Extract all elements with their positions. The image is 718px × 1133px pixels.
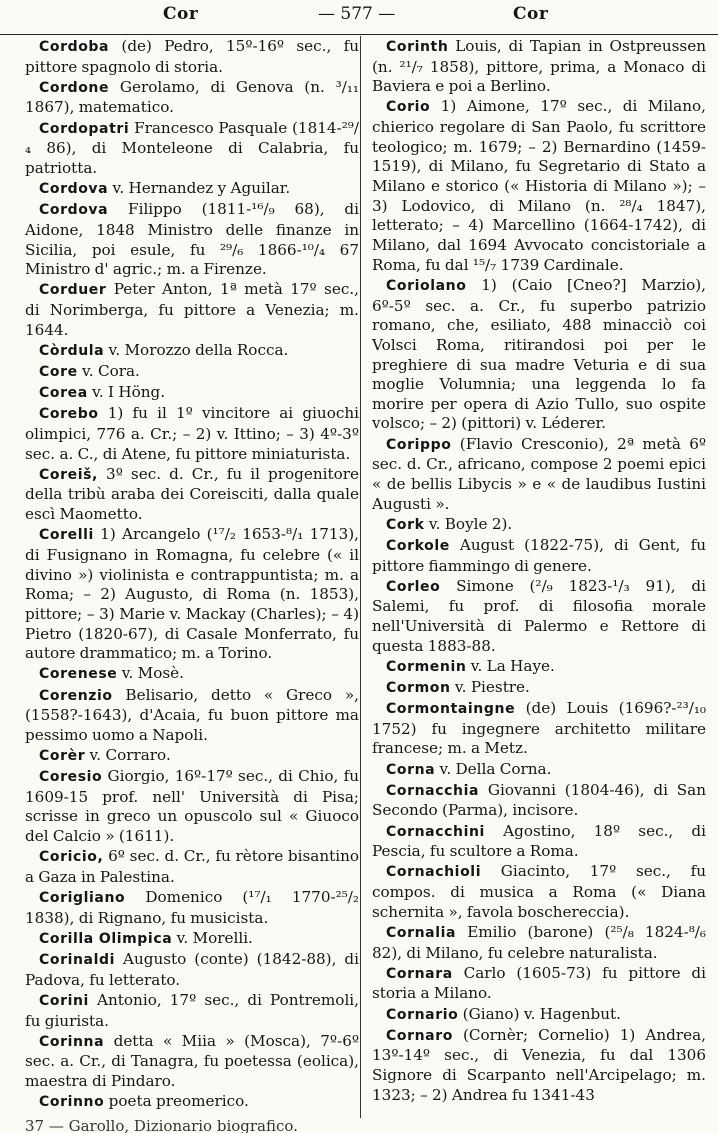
entry-headword: Corilla Olimpica <box>39 930 173 947</box>
dictionary-entry <box>25 929 359 950</box>
entry-headword: Corna <box>386 761 436 778</box>
entry-headword: Cordopatri <box>39 120 130 137</box>
entry-headword: Coriolano <box>386 277 467 294</box>
dictionary-entry <box>372 1005 706 1026</box>
entry-text: (de) Pedro, 15º-16º sec., fu pittore spagnolo di storia. <box>25 37 359 76</box>
entry-text: (de) Louis (1696?-²³/₁₀ 1752) fu ingegnere architetto militare francese; m. a Metz. <box>372 699 706 758</box>
dictionary-entry <box>25 362 359 383</box>
dictionary-entry <box>25 404 359 464</box>
dictionary-entry <box>372 964 706 1004</box>
dictionary-entry <box>372 657 706 678</box>
entry-text: v. Morozzo della Rocca. <box>104 340 289 359</box>
page-number: — 577 — <box>318 4 396 24</box>
entry-text: v. Hernandez y Aguilar. <box>108 179 291 198</box>
entry-headword: Corenese <box>39 666 118 683</box>
entry-text: Filippo (1811-¹⁶/₉ 68), di Aidone, 1848 Ministro delle finanze in Sicilia, poi esule, fu ²⁹/₆ 1866-¹⁰/₄ 67 Ministro d' agric.; m. a Firenze. <box>25 200 359 279</box>
entry-text: 6º sec. d. Cr., fu rètore bisantino a Gaza in Palestina. <box>25 847 359 886</box>
entry-text: v. Della Corna. <box>435 759 552 778</box>
entry-headword: Cornaro <box>386 1027 453 1044</box>
entry-text: v. Boyle 2). <box>424 514 513 533</box>
entry-headword: Core <box>39 364 78 380</box>
entry-text: (Cornèr; Cornelio) 1) Andrea, 13º-14º sec., di Venezia, fu dal 1306 Signore di Scarpanto nell'Arcipelago; m. 1323; – 2) Andrea fu 1341-43 <box>372 1025 706 1104</box>
entry-headword: Corini <box>39 992 89 1009</box>
entry-headword: Corigliano <box>39 890 126 907</box>
dictionary-entry <box>25 664 359 685</box>
entry-headword: Corenzio <box>39 687 113 704</box>
entry-headword: Cordone <box>39 79 110 96</box>
entry-headword: Cordova <box>39 181 109 198</box>
entry-headword: Cork <box>386 516 425 533</box>
entry-text: Carlo (1605-73) fu pittore di storia a Milano. <box>372 963 706 1003</box>
dictionary-entry <box>25 847 359 887</box>
entry-text: 1) (Caio [Cneo?] Marzio), 6º-5º sec. a. Cr., fu superbo patrizio romano, che, esiliato, 488 minacciò coi Volsci Roma, ritirandosi poi per le preghiere di sua madre Veturia e di sua moglie Volumnia; una leggenda lo fa morire per opera di Azio Tullo, suo ospite volsco; – 2) (pittori) v. Léderer. <box>372 275 706 433</box>
entry-headword: Cornacchia <box>386 782 480 799</box>
dictionary-entry <box>372 276 706 434</box>
entry-text: 1) Aimone, 17º sec., di Milano, chierico regolare di San Paolo, fu scrittore teologico; m. 1679; – 2) Bernardino (1459-1519), di Milano, fu Segretario di Stato a Milano e storico (« Historia di Milano »); – 3) Lodovico, di Milano (n. ²⁸/₄ 1847), letterato; – 4) Marcellino (1664-1742), di Milano, dal 1694 Avvocato concistoriale a Roma, fu dal ¹⁵/₇ 1739 Cardinale. <box>372 97 706 274</box>
page-footer-fragment: 37 — Garollo, Dizionario biografico. <box>25 1117 298 1133</box>
entry-text: (Flavio Cresconio), 2ª metà 6º sec. d. Cr., africano, compose 2 poemi epici « de bellis Libycis » e « de laudibus Iustini Augusti ». <box>372 434 706 513</box>
entry-text: August (1822-75), di Gent, fu pittore fiammingo di genere. <box>372 535 706 575</box>
dictionary-entry <box>25 686 359 746</box>
dictionary-entry <box>25 525 359 664</box>
dictionary-entry <box>25 746 359 767</box>
dictionary-entry <box>25 119 359 179</box>
dictionary-entry <box>25 179 359 200</box>
entry-text: Louis, di Tapian in Ostpreussen (n. ²¹/₇ 1858), pittore, prima, a Monaco di Baviera e poi a Berlino. <box>372 37 706 96</box>
entry-headword: Cormon <box>386 680 451 696</box>
entry-headword: Corinth <box>386 39 449 55</box>
entry-text: Giorgio, 16º-17º sec., di Chio, fu 1609-15 prof. nell' Università di Pisa; scrisse in greco un opuscolo sul « Giuoco del Calcio » (1611). <box>25 767 359 846</box>
dictionary-entry <box>372 97 706 275</box>
entry-headword: Corleo <box>386 578 441 595</box>
entry-text: 1) fu il 1º vincitore ai giuochi olimpici, 776 a. Cr.; – 2) v. Ittino; – 3) 4º-3º sec. a. C., di Atene, fu pittore miniaturista. <box>25 404 359 463</box>
dictionary-entry <box>372 37 706 97</box>
entry-headword: Corkole <box>386 537 450 554</box>
entry-headword: Corippo <box>386 436 452 453</box>
page-header <box>0 0 718 35</box>
dictionary-entry <box>25 465 359 525</box>
entry-text: Peter Anton, 1ª metà 17º sec., di Norimberga, fu pittore a Venezia; m. 1644. <box>25 280 359 339</box>
dictionary-entry <box>25 280 359 340</box>
entry-headword: Corèr <box>39 747 86 764</box>
dictionary-entry <box>372 435 706 515</box>
entry-headword: Cornacchini <box>386 823 485 840</box>
dictionary-entry <box>25 950 359 990</box>
dictionary-entry <box>372 699 706 759</box>
entry-headword: Corea <box>39 385 88 402</box>
entry-headword: Cornalia <box>386 924 457 941</box>
entry-headword: Cordoba <box>39 39 110 55</box>
dictionary-entry <box>25 1032 359 1092</box>
entry-text: 3º sec. d. Cr., fu il progenitore della tribù araba dei Coreisciti, dalla quale escì Maometto. <box>25 464 359 524</box>
entry-text: Gerolamo, di Genova (n. ³/₁₁ 1867), matematico. <box>25 77 359 117</box>
entry-headword: Còrdula <box>39 342 105 359</box>
entry-text: (Giano) v. Hagenbut. <box>458 1004 621 1023</box>
entry-text: Emilio (barone) (²⁵/₈ 1824-⁸/₆ 82), di Milano, fu celebre naturalista. <box>372 922 706 962</box>
dictionary-entry <box>372 577 706 657</box>
dictionary-entry <box>25 78 359 118</box>
entry-headword: Coresio <box>39 769 103 786</box>
entry-text: Antonio, 17º sec., di Pontremoli, fu giurista. <box>25 990 359 1030</box>
entry-text: v. Mosè. <box>117 664 184 683</box>
dictionary-entry <box>25 888 359 928</box>
dictionary-entry <box>372 515 706 536</box>
dictionary-entry <box>372 760 706 781</box>
entry-text: Giovanni (1804-46), di San Secondo (Parma), incisore. <box>372 780 706 820</box>
entry-headword: Corebo <box>39 406 99 423</box>
entry-headword: Corio <box>386 99 431 116</box>
dictionary-entry <box>372 822 706 862</box>
entry-headword: Coreiš, <box>39 466 98 483</box>
entry-text: Augusto (conte) (1842-88), di Padova, fu letterato. <box>25 950 359 989</box>
entry-text: v. Morelli. <box>172 928 253 947</box>
entry-headword: Corinno <box>39 1094 105 1111</box>
entry-text: Giacinto, 17º sec., fu compos. di musica a Roma (« Diana schernita », favola boschereccia). <box>372 862 706 921</box>
running-head-right: Cor <box>513 4 549 24</box>
dictionary-entry <box>372 781 706 821</box>
entry-text: v. I Höng. <box>87 383 166 402</box>
dictionary-entry <box>372 862 706 922</box>
entry-headword: Cornachioli <box>386 864 482 881</box>
dictionary-entry <box>25 37 359 77</box>
column-divider <box>360 36 361 1118</box>
dictionary-entry <box>25 1092 359 1113</box>
entry-text: Agostino, 18º sec., di Pescia, fu scultore a Roma. <box>372 821 706 861</box>
entry-headword: Corinna <box>39 1033 105 1050</box>
entry-headword: Cordova <box>39 202 109 219</box>
dictionary-entry <box>372 1026 706 1106</box>
dictionary-entry <box>25 991 359 1031</box>
dictionary-entry <box>372 678 706 699</box>
entry-headword: Cormenin <box>386 658 467 675</box>
entry-text: 1) Arcangelo (¹⁷/₂ 1653-⁸/₁ 1713), di Fusignano in Romagna, fu celebre (« il divino ») violinista e contrappuntista; m. a Roma; – 2) Augusto, di Roma (n. 1853), pittore; – 3) Marie v. Mackay (Charles); – 4) Pietro (1820-67), di Casale Monferrato, fu autore drammatico; m. a Torino. <box>25 525 359 663</box>
entry-text: v. La Haye. <box>466 656 555 675</box>
running-head-left: Cor <box>163 4 199 24</box>
entry-text: Belisario, detto « Greco », (1558?-1643), d'Acaia, fu buon pittore ma pessimo uomo a Napoli. <box>25 685 359 744</box>
entry-headword: Corinaldi <box>39 952 116 969</box>
entry-text: Francesco Pasquale (1814-²⁹/₄ 86), di Monteleone di Calabria, fu patriotta. <box>25 118 359 177</box>
right-column <box>372 37 706 1106</box>
entry-headword: Cornara <box>386 965 453 982</box>
entry-text: Domenico (¹⁷/₁ 1770-²⁵/₂ 1838), di Rignano, fu musicista. <box>25 888 359 927</box>
dictionary-entry <box>372 923 706 963</box>
entry-text: v. Cora. <box>77 362 140 380</box>
left-column <box>25 37 359 1113</box>
entry-headword: Cormontaingne <box>386 701 516 718</box>
dictionary-entry <box>25 767 359 847</box>
entry-headword: Cornario <box>386 1006 459 1023</box>
entry-text: v. Piestre. <box>450 678 530 696</box>
entry-headword: Corduer <box>39 282 107 299</box>
entry-text: detta « Miia » (Mosca), 7º-6º sec. a. Cr., di Tanagra, fu poetessa (eolica), maestra di Pindaro. <box>25 1031 359 1090</box>
entry-headword: Coricio, <box>39 849 104 866</box>
dictionary-entry <box>25 341 359 362</box>
entry-text: poeta preomerico. <box>104 1092 249 1111</box>
entry-text: Simone (²/₉ 1823-¹/₃ 91), di Salemi, fu prof. di filosofia morale nell'Università di Palermo e Rettore di questa 1883-88. <box>372 576 706 655</box>
dictionary-entry <box>25 383 359 404</box>
dictionary-entry <box>25 200 359 280</box>
entry-text: v. Corraro. <box>85 745 171 764</box>
entry-headword: Corelli <box>39 527 94 544</box>
dictionary-entry <box>372 536 706 576</box>
